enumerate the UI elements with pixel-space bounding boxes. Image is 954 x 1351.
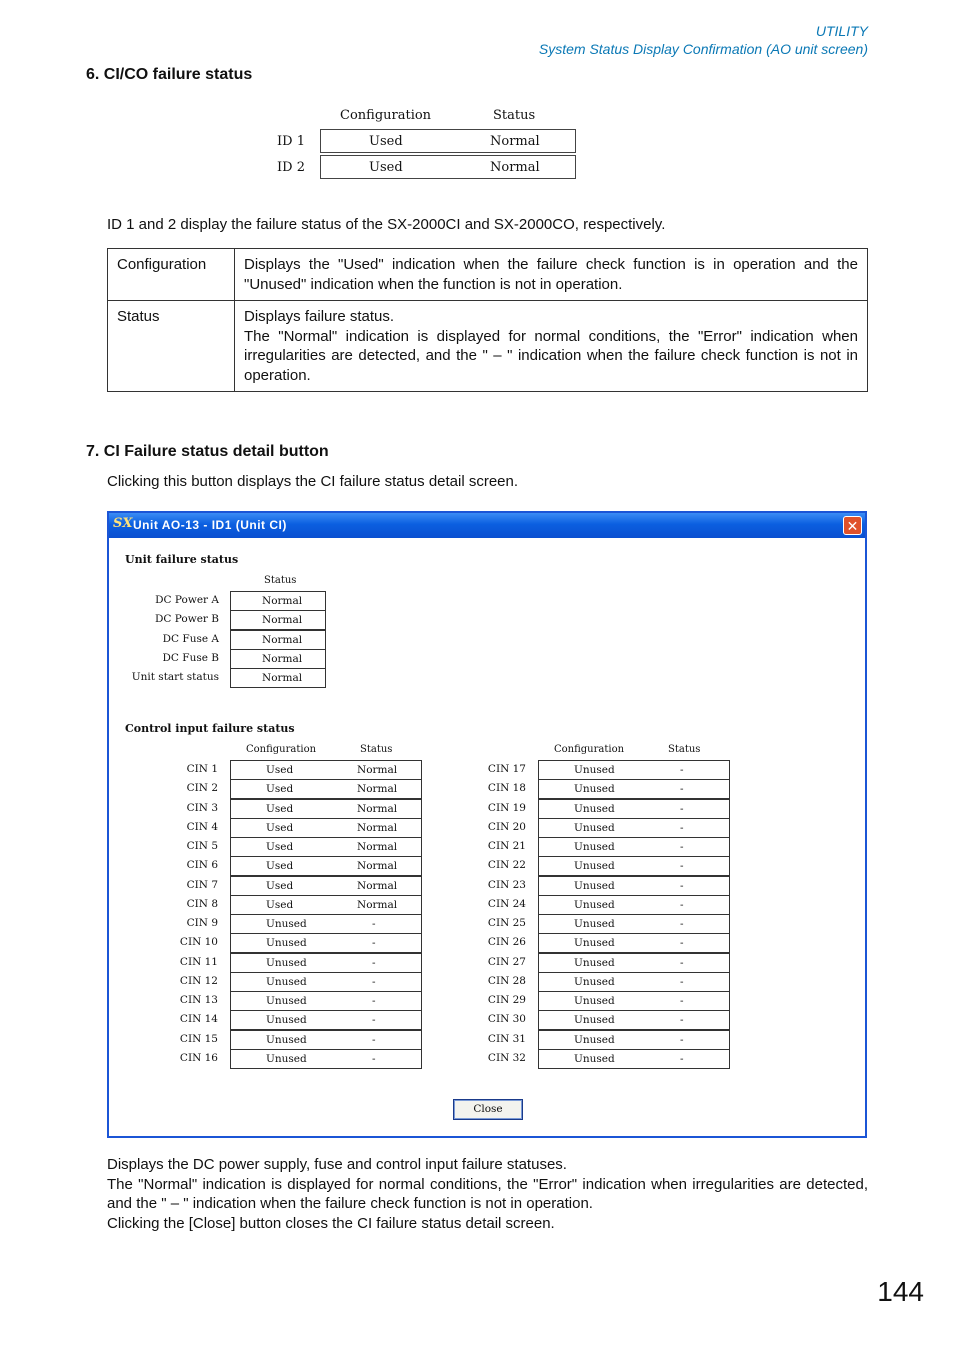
control-input-label: CIN 12 (179, 974, 218, 987)
control-input-label: CIN 17 (487, 763, 526, 775)
unit-status-value: Normal (262, 652, 303, 665)
header-subtitle: System Status Display Confirmation (AO unit screen) (538, 41, 868, 57)
mini-config-value: Used (369, 134, 403, 149)
status-value: - (680, 995, 684, 1007)
unit-status-cell (230, 591, 326, 611)
status-value: Normal (357, 764, 398, 776)
control-input-label: CIN 27 (487, 955, 526, 968)
mini-row (320, 129, 576, 153)
configuration-value: Unused (574, 918, 615, 930)
control-input-label: CIN 29 (487, 994, 526, 1006)
control-input-row (230, 856, 422, 876)
mini-row-id: ID 1 (277, 134, 305, 149)
control-input-label: CIN 4 (186, 820, 218, 833)
running-header (539, 22, 868, 58)
status-value: Normal (357, 821, 398, 834)
footer-line: Clicking the [Close] button closes the CI failure status detail screen. (107, 1214, 555, 1232)
control-input-label: CIN 19 (487, 801, 526, 814)
control-input-row (230, 914, 422, 934)
status-value: Normal (357, 898, 398, 911)
control-input-label: CIN 6 (186, 859, 218, 872)
unit-status-value: Normal (262, 595, 303, 607)
control-input-label: CIN 22 (487, 859, 526, 872)
control-input-row (538, 760, 730, 780)
configuration-value: Unused (266, 918, 307, 930)
ci-right-col-configuration: Configuration (554, 744, 625, 755)
configuration-value: Unused (574, 1033, 615, 1046)
configuration-value: Used (266, 802, 294, 815)
desc-term: Status (108, 301, 235, 392)
control-input-label: CIN 5 (186, 840, 218, 852)
header-section: UTILITY (815, 23, 868, 39)
status-value: - (372, 1052, 376, 1065)
footer-line: The "Normal" indication is displayed for normal conditions, the "Error" indication when irregularities are detected, and the " – " indication when the failure check function is not in operation. (107, 1175, 868, 1212)
control-input-row (538, 895, 730, 915)
control-input-row (230, 972, 422, 992)
unit-status-cell (230, 649, 326, 669)
status-value: - (680, 937, 684, 950)
mini-row-id: ID 2 (277, 160, 305, 175)
status-value: - (680, 975, 684, 988)
control-input-label: CIN 7 (186, 878, 218, 891)
mini-status-value: Normal (490, 134, 540, 149)
status-value: - (680, 879, 684, 892)
control-input-label: CIN 1 (186, 763, 218, 775)
mini-config-value: Used (369, 160, 403, 175)
desc-line: The "Normal" indication is displayed for normal conditions, the "Error" indication when irregularities are detected, and the " – " indication when the failure check function is not in operation. (244, 327, 858, 384)
control-input-label: CIN 31 (487, 1032, 526, 1045)
control-input-row (538, 953, 730, 973)
control-input-row (538, 933, 730, 953)
status-value: - (680, 802, 684, 815)
unit-status-cell (230, 630, 326, 650)
control-input-label: CIN 2 (186, 782, 218, 795)
control-input-row (538, 972, 730, 992)
control-input-label: CIN 24 (487, 897, 526, 910)
status-value: Normal (357, 783, 398, 796)
status-value: Normal (357, 860, 398, 873)
window-titlebar[interactable] (109, 513, 865, 538)
status-value: - (680, 841, 684, 853)
ci-detail-window (107, 511, 867, 1138)
unit-status-value: Normal (262, 633, 303, 646)
unit-status-cell (230, 610, 326, 630)
control-input-label: CIN 30 (487, 1013, 526, 1026)
configuration-value: Unused (574, 879, 615, 892)
configuration-value: Used (266, 841, 294, 853)
status-value: Normal (357, 802, 398, 815)
status-value: - (680, 1033, 684, 1046)
footer-description (107, 1155, 868, 1233)
desc-line: Displays failure status. (244, 308, 395, 325)
configuration-value: Unused (266, 937, 307, 950)
status-value: - (372, 918, 376, 930)
unit-row-label: DC Fuse B (162, 651, 219, 664)
control-input-label: CIN 16 (179, 1051, 218, 1064)
configuration-value: Used (266, 898, 294, 911)
status-value: - (680, 918, 684, 930)
status-value: - (372, 995, 376, 1007)
control-input-label: CIN 26 (487, 936, 526, 949)
control-input-row (538, 991, 730, 1011)
control-input-row (538, 876, 730, 896)
status-value: - (680, 1052, 684, 1065)
configuration-value: Unused (266, 1052, 307, 1065)
control-input-row (230, 837, 422, 857)
control-input-label: CIN 13 (179, 994, 218, 1006)
control-input-row (538, 818, 730, 838)
configuration-value: Unused (266, 1014, 307, 1027)
status-value: - (680, 956, 684, 969)
control-input-row (230, 1030, 422, 1050)
status-value: - (680, 783, 684, 796)
unit-status-value: Normal (262, 672, 303, 685)
configuration-value: Unused (574, 1052, 615, 1065)
configuration-value: Unused (574, 783, 615, 796)
status-value: Normal (357, 841, 398, 853)
unit-row-label: DC Power A (155, 594, 219, 606)
control-input-label: CIN 28 (487, 974, 526, 987)
control-input-row (230, 779, 422, 799)
ci-left-col-status: Status (360, 744, 393, 755)
control-input-label: CIN 15 (179, 1032, 218, 1045)
control-input-row (230, 799, 422, 819)
configuration-value: Used (266, 860, 294, 873)
ci-right-col-status: Status (668, 744, 701, 755)
control-input-label: CIN 14 (179, 1013, 218, 1026)
window-close-icon[interactable]: ✕ (843, 516, 862, 535)
control-input-label: CIN 3 (186, 801, 218, 814)
configuration-value: Unused (574, 821, 615, 834)
configuration-value: Used (266, 879, 294, 892)
configuration-value: Unused (266, 956, 307, 969)
control-input-row (230, 1049, 422, 1069)
unit-row-label: DC Power B (154, 613, 219, 626)
close-button[interactable]: Close (453, 1099, 523, 1120)
control-input-row (538, 799, 730, 819)
unit-failure-group-title: Unit failure status (125, 553, 239, 566)
control-input-row (538, 1010, 730, 1030)
control-input-row (230, 991, 422, 1011)
configuration-value: Unused (266, 1033, 307, 1046)
description-table (107, 248, 868, 392)
mini-col-configuration: Configuration (340, 108, 432, 123)
configuration-value: Unused (574, 975, 615, 988)
control-input-label: CIN 9 (186, 917, 218, 929)
desc-line: Displays the "Used" indication when the failure check function is in operation and the "Unused" indication when the function is not in operation. (244, 256, 858, 293)
status-value: - (372, 975, 376, 988)
status-value: - (680, 860, 684, 873)
desc-row-status (108, 301, 868, 392)
status-value: - (372, 956, 376, 969)
configuration-value: Used (266, 764, 294, 776)
status-value: - (680, 898, 684, 911)
configuration-value: Unused (574, 956, 615, 969)
mini-status-value: Normal (490, 160, 540, 175)
configuration-value: Unused (574, 802, 615, 815)
mini-row (320, 155, 576, 179)
app-logo-icon: SX (113, 516, 133, 531)
control-input-label: CIN 10 (179, 936, 218, 949)
configuration-value: Used (266, 783, 294, 796)
section6-title: 6. CI/CO failure status (86, 66, 253, 83)
configuration-value: Unused (574, 1014, 615, 1027)
control-input-row (230, 760, 422, 780)
desc-text (235, 249, 868, 301)
desc-row-configuration (108, 249, 868, 301)
status-value: - (680, 821, 684, 834)
control-input-row (230, 953, 422, 973)
status-value: Normal (357, 879, 398, 892)
unit-status-cell (230, 668, 326, 688)
control-input-row (230, 933, 422, 953)
control-input-label: CIN 20 (487, 820, 526, 833)
control-input-group-title: Control input failure status (125, 722, 295, 735)
control-input-row (538, 779, 730, 799)
status-value: - (372, 1014, 376, 1027)
control-input-row (538, 1030, 730, 1050)
desc-text (235, 301, 868, 392)
control-input-row (538, 856, 730, 876)
status-value: - (680, 764, 684, 776)
control-input-label: CIN 11 (179, 955, 218, 968)
control-input-label: CIN 21 (487, 840, 526, 852)
control-input-label: CIN 8 (186, 897, 218, 910)
unit-status-value: Normal (262, 614, 303, 627)
section7-intro: Clicking this button displays the CI failure status detail screen. (107, 473, 519, 490)
desc-term: Configuration (108, 249, 235, 301)
configuration-value: Unused (266, 975, 307, 988)
control-input-label: CIN 23 (487, 878, 526, 891)
control-input-row (230, 818, 422, 838)
configuration-value: Unused (574, 995, 615, 1007)
control-input-label: CIN 25 (487, 917, 526, 929)
status-value: - (680, 1014, 684, 1027)
section6-caption: ID 1 and 2 display the failure status of the SX-2000CI and SX-2000CO, respectively. (107, 216, 666, 233)
page-number: 144 (877, 1276, 924, 1307)
configuration-value: Unused (266, 995, 307, 1007)
control-input-row (230, 1010, 422, 1030)
configuration-value: Unused (574, 860, 615, 873)
mini-col-status: Status (493, 108, 536, 123)
ci-left-col-configuration: Configuration (246, 744, 317, 755)
unit-row-label: Unit start status (131, 671, 219, 684)
configuration-value: Used (266, 821, 294, 834)
configuration-value: Unused (574, 841, 615, 853)
control-input-label: CIN 32 (487, 1051, 526, 1064)
unit-col-status: Status (264, 575, 297, 586)
control-input-label: CIN 18 (487, 782, 526, 795)
status-value: - (372, 1033, 376, 1046)
footer-line: Displays the DC power supply, fuse and control input failure statuses. (107, 1156, 567, 1173)
control-input-row (538, 914, 730, 934)
configuration-value: Unused (574, 764, 615, 776)
configuration-value: Unused (574, 937, 615, 950)
control-input-row (538, 837, 730, 857)
control-input-row (230, 895, 422, 915)
control-input-row (230, 876, 422, 896)
control-input-row (538, 1049, 730, 1069)
section7-title: 7. CI Failure status detail button (86, 443, 329, 460)
unit-row-label: DC Fuse A (162, 632, 219, 645)
window-title: Unit AO-13 - ID1 (Unit CI) (133, 518, 287, 532)
status-value: - (372, 937, 376, 950)
configuration-value: Unused (574, 898, 615, 911)
